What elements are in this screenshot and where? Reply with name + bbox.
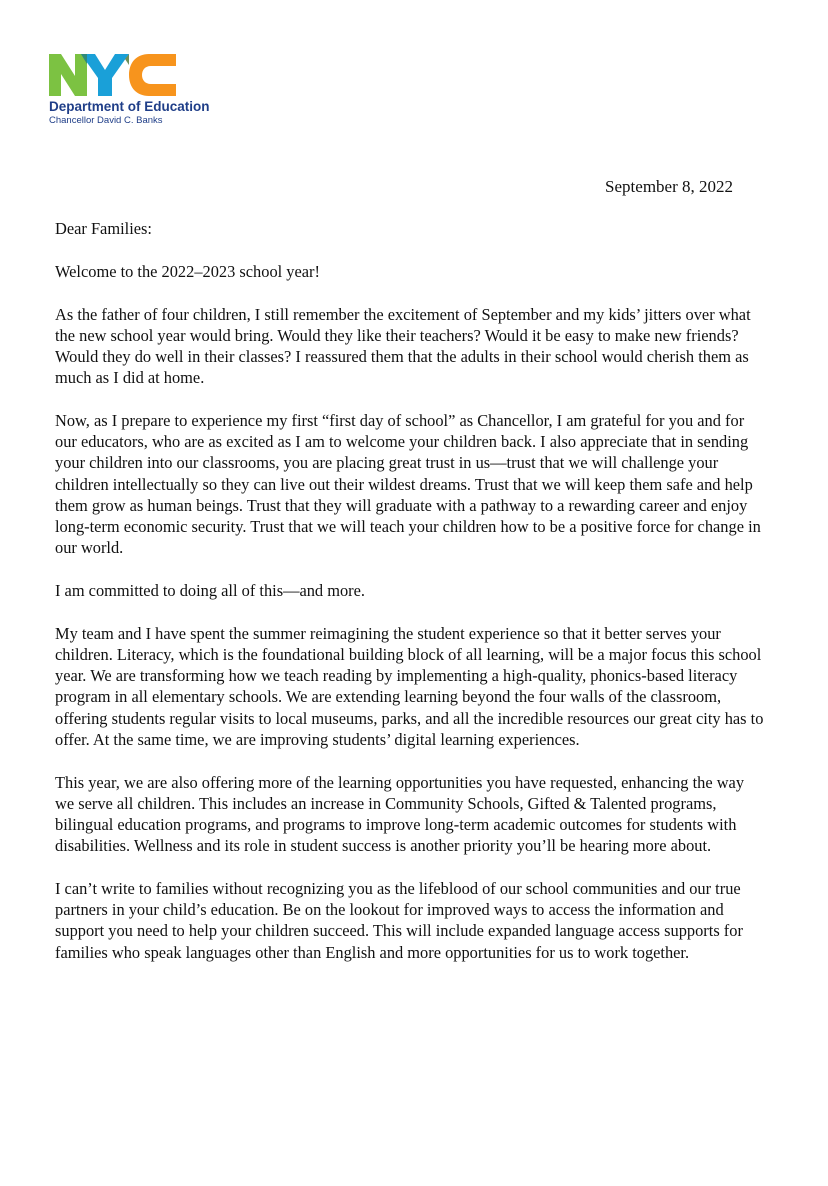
paragraph-literacy: My team and I have spent the summer reimagining the student experience so that it better serves your children. Literacy, which is the foundational building block of all learning, will be a major focus this school year. We are transforming how we teach reading by implementing a high-quality, phonics-based literacy program in all elementary schools. We are extending learning beyond the four walls of the classroom, offering students regular visits to local museums, parks, and all the incredible resources our great city has to offer. At the same time, we are improving students’ digital learning experiences. bbox=[55, 623, 764, 749]
chancellor-name: Chancellor David C. Banks bbox=[49, 115, 163, 126]
paragraph-partners: I can’t write to families without recognizing you as the lifeblood of our school communities and our true partners in your child’s education. Be on the lookout for improved ways to access the information and support you need to help your children succeed. This will include expanded language access supports for families who speak languages other than English and more opportunities for us to work together. bbox=[55, 879, 743, 962]
department-name: Department of Education bbox=[49, 99, 210, 114]
paragraph-welcome: Welcome to the 2022–2023 school year! bbox=[55, 261, 320, 281]
letter-date: September 8, 2022 bbox=[605, 177, 733, 196]
paragraph-trust: Now, as I prepare to experience my first “first day of school” as Chancellor, I am grateful for you and for our educators, who are as excited as I am to welcome your children back. I also appreciate that in sending your children into our classrooms, you are placing great trust in us—trust that we will challenge your children intellectually so they can live out their wildest dreams. Trust that we will keep them safe and help them grow as human beings. Trust that they will graduate with a pathway to a rewarding career and enjoy long-term economic security. Trust that we will teach your children how to be a positive force for change in our world. bbox=[55, 411, 761, 558]
paragraph-father: As the father of four children, I still remember the excitement of September and my kids’ jitters over what the new school year would bring. Would they like their teachers? Would it be easy to make new friends? Would they do well in their classes? I reassured them that the adults in their school would cherish them as much as I did at home. bbox=[55, 304, 751, 388]
nyc-logo bbox=[49, 52, 177, 98]
letter-body bbox=[55, 218, 765, 984]
salutation: Dear Families: bbox=[55, 219, 152, 238]
paragraph-opportunities: This year, we are also offering more of the learning opportunities you have requested, enhancing the way we serve all children. This includes an increase in Community Schools, Gifted & Talented programs, bilingual education programs, and programs to improve long-term academic outcomes for students with disabilities. Wellness and its role in student success is another priority you’ll be hearing more about. bbox=[55, 772, 745, 856]
letterhead bbox=[49, 52, 249, 127]
paragraph-commitment: I am committed to doing all of this—and more. bbox=[55, 581, 365, 601]
